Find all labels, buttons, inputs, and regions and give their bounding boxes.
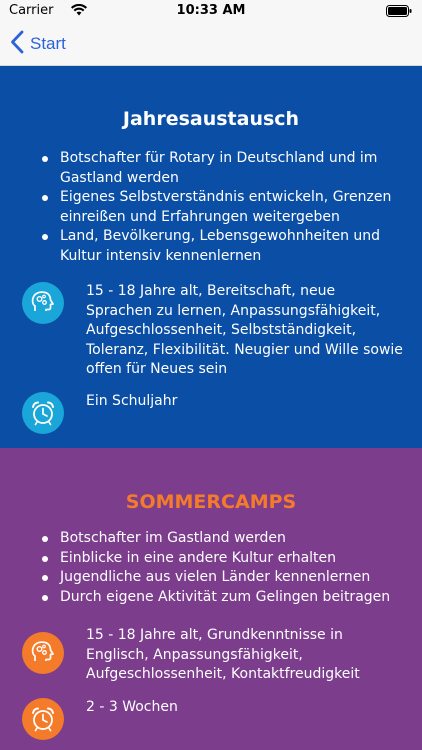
navigation-bar: [0, 22, 422, 66]
bullet-list: [40, 529, 400, 607]
duration-row: [22, 392, 412, 434]
duration-text: Ein Schuljahr: [86, 393, 178, 409]
list-item: Botschafter im Gastland werden: [40, 529, 400, 549]
list-item: Durch eigene Aktivität zum Gelingen beitragen: [40, 588, 400, 608]
requirements-row: [22, 282, 412, 380]
list-item: Einblicke in eine andere Kultur erhalten: [40, 549, 400, 569]
duration-text: 2 - 3 Wochen: [86, 699, 178, 715]
alarm-clock-icon: [22, 698, 64, 740]
clock-time: 10:33 AM: [176, 3, 246, 18]
requirements-text: 15 - 18 Jahre alt, Grundkenntnisse in Englisch, Anpassungsfähigkeit, Aufgeschlossenheit, Kontaktfreudigkeit: [86, 627, 360, 682]
list-item: Jugendliche aus vielen Länder kennenlernen: [40, 568, 400, 588]
duration-row: [22, 698, 412, 740]
head-gears-icon: [22, 632, 64, 674]
list-item: Eigenes Selbstverständnis entwickeln, Grenzen einreißen und Erfahrungen weitergeben: [40, 188, 400, 227]
section-title: Jahresaustausch: [122, 108, 300, 130]
head-gears-icon: [22, 282, 64, 324]
battery-icon: [386, 5, 412, 21]
back-button[interactable]: [10, 31, 66, 57]
back-button-label: Start: [30, 34, 66, 53]
section-jahresaustausch: [0, 66, 422, 448]
requirements-row: [22, 626, 412, 685]
carrier-label: Carrier: [9, 3, 54, 18]
list-item: Land, Bevölkerung, Lebensgewohnheiten und Kultur intensiv kennenlernen: [40, 227, 400, 266]
section-sommercamps: [0, 448, 422, 750]
status-bar: [0, 0, 422, 22]
chevron-left-icon: [10, 30, 24, 58]
requirements-text: 15 - 18 Jahre alt, Bereitschaft, neue Sprachen zu lernen, Anpassungsfähigkeit, Aufgeschlossenheit, Selbstständigkeit, Toleranz, Flexibilität. Neugier und Wille sowie offen für Neues sein: [86, 283, 403, 377]
bullet-list: [40, 149, 400, 266]
alarm-clock-icon: [22, 392, 64, 434]
list-item: Botschafter für Rotary in Deutschland und im Gastland werden: [40, 149, 400, 188]
section-title: SOMMERCAMPS: [125, 491, 297, 513]
